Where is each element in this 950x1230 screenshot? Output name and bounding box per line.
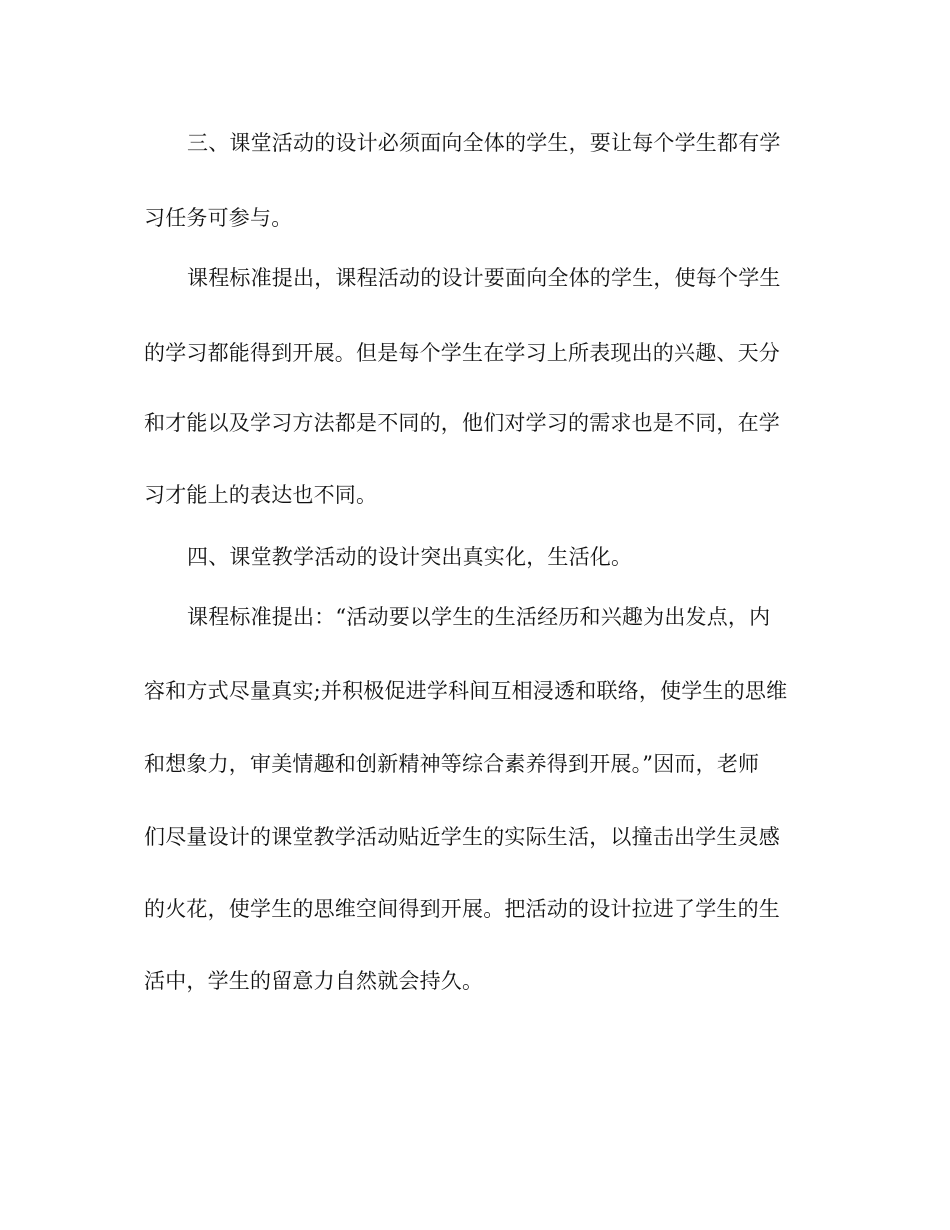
- paragraph-two-line-4: 们尽量设计的课堂教学活动贴近学生的实际生活，以撞击出学生灵感: [144, 825, 780, 849]
- paragraph-two-line-1: 课程标准提出：“活动要以学生的生活经历和兴趣为出发点，内: [187, 605, 771, 629]
- section-four-heading: 四、课堂教学活动的设计突出真实化，生活化。: [187, 545, 633, 569]
- paragraph-one-line-1: 课程标准提出，课程活动的设计要面向全体的学生，使每个学生: [187, 266, 781, 290]
- paragraph-two-line-3: 和想象力，审美情趣和创新精神等综合素养得到开展。”因而，老师: [144, 752, 760, 776]
- paragraph-one-line-3: 和才能以及学习方法都是不同的，他们对学习的需求也是不同，在学: [144, 411, 780, 435]
- paragraph-two-line-6: 活中，学生的留意力自然就会持久。: [144, 969, 484, 993]
- paragraph-two-line-2: 容和方式尽量真实;并积极促进学科间互相浸透和联络，使学生的思维: [144, 679, 788, 703]
- paragraph-one-line-2: 的学习都能得到开展。但是每个学生在学习上所表现出的兴趣、天分: [144, 341, 780, 365]
- paragraph-two-line-5: 的火花，使学生的思维空间得到开展。把活动的设计拉进了学生的生: [144, 897, 780, 921]
- paragraph-one-line-4: 习才能上的表达也不同。: [144, 483, 378, 507]
- section-three-heading-line-2: 习任务可参与。: [144, 206, 293, 230]
- section-three-heading-line-1: 三、课堂活动的设计必须面向全体的学生，要让每个学生都有学: [187, 131, 781, 155]
